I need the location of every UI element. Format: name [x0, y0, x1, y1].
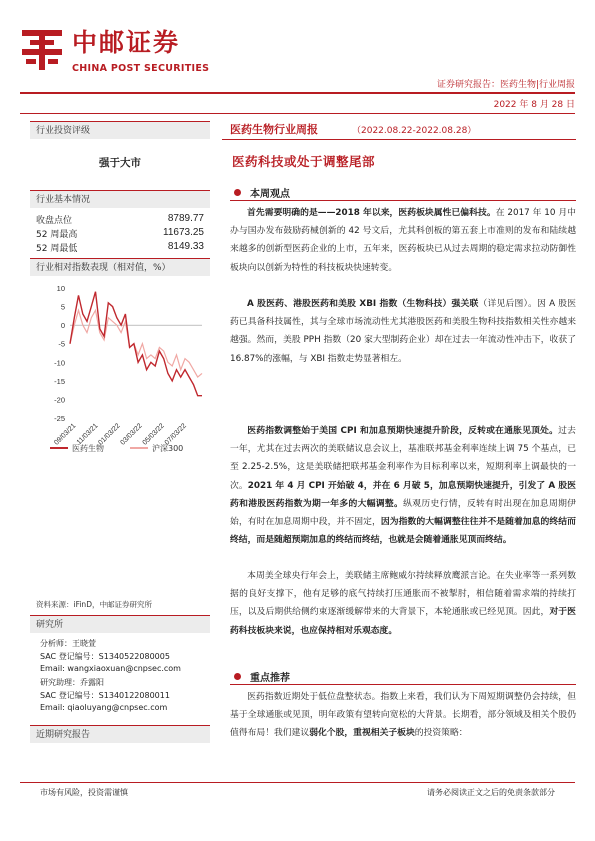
analyst-sac: SAC 登记编号：S1340522080005 [40, 652, 170, 661]
footer-disclaimer-note: 请务必阅读正文之后的免责条款部分 [427, 788, 555, 797]
x-tick-label: 05/03/22 [141, 422, 166, 447]
info-label: 52 周最低 [36, 244, 78, 254]
x-tick-label: 11/03/21 [75, 422, 100, 447]
x-tick-label: 07/03/22 [163, 422, 188, 447]
body-paragraph: A 股医药、港股医药和美股 XBI 指数（生物科技）强关联（详见后图）。因 A 股医药已具备科技属性，其与全球市场流动性尤其港股医药和美股生物科技指数相关性亦越来越强。然而，美股 PPH 指数（20 家大型制药企业）却在过去一年流动性冲击下，收获了 16.87%的涨幅，与 XBI 指数走势显著相左。 [230, 299, 576, 364]
bullet-icon [234, 673, 241, 680]
china-post-logo-icon [20, 28, 64, 72]
chart-source: 资料来源：iFinD，中邮证券研究所 [36, 600, 152, 609]
series-line [70, 310, 202, 377]
recent-reports-heading: 近期研究报告 [30, 725, 210, 743]
industry-rating: 强于大市 [99, 157, 141, 169]
section-divider [230, 684, 576, 685]
assistant-sac: SAC 登记编号：S1340122080011 [40, 691, 170, 700]
breadcrumb: 证券研究报告：医药生物|行业周报 [436, 80, 575, 90]
rating-heading: 行业投资评级 [30, 121, 210, 139]
x-tick-label: 01/03/22 [97, 422, 122, 447]
assistant-email[interactable]: Email: qiaoluyang@cnpsec.com [40, 703, 168, 712]
y-tick-label: -20 [54, 395, 65, 405]
y-tick-label: -25 [54, 414, 65, 423]
info-label: 52 周最高 [36, 230, 78, 240]
body-paragraph: 医药指数调整始于美国 CPI 和加息预期快速提升阶段，反转或在通胀见顶处。过去一年，尤其在过去两次的美联储议息会议上，基准联邦基金利率连续上调 75 个基点，已至 2.25-2.5%，这是美联储把联邦基金利率作为目标利率以来，短期利率上调最快的一次。2021 年 4 月 CPI 开始破 4，并在 6 月破 5，加息预期快速提升，引发了 A 股医药和港股医药指数为期一年多的大幅调整。纵观历史行情，反转有时出现在加息周期伊始，有时在加息周期中段，并不固定，因为指数的大幅调整往往并不是随着加息的终结而终结，而是随超预期加息的终结而终结，也就是会随着通胀见顶而终结。 [230, 426, 576, 546]
logo-en-text: CHINA POST SECURITIES [72, 63, 210, 74]
info-row [36, 213, 204, 225]
info-row [36, 227, 204, 239]
y-tick-label: 5 [60, 302, 65, 312]
section-heading: 重点推荐 [250, 673, 290, 684]
relative-index-chart [30, 280, 210, 580]
header-divider-2 [20, 113, 575, 114]
series-line [70, 292, 202, 396]
body-paragraph: 首先需要明确的是——2018 年以来，医药板块属性已偏科技。在 2017 年 10 月中办与国办发布鼓励药械创新的 42 号文后，尤其科创板的第五套上市准则的发布和陆续越来越多的创新型医药企业的上市，五年来，医药板块已从过去周期的稳定需求拉动防御性板块向以创新为特性的科技板块快速转变。 [230, 208, 576, 273]
y-tick-label: -10 [54, 358, 65, 368]
logo-cn-text: 中邮证券 [72, 28, 181, 57]
section-heading: 本周观点 [250, 189, 290, 200]
info-row [36, 241, 204, 253]
y-tick-label: -5 [58, 339, 65, 349]
bullet-icon [234, 189, 241, 196]
y-tick-label: 10 [56, 284, 65, 293]
body-paragraph: 医药指数近期处于低位盘整状态。指数上来看，我们认为下周短期调整仍会持续，但基于全球通胀或见顶，明年政策有望转向宽松的大背景。长期看，部分领域及相关个股仍值得布局！我们建议弱化个股，重视相关子板块的投资策略： [230, 692, 576, 739]
x-tick-label: 03/03/22 [119, 422, 144, 447]
y-tick-label: -15 [54, 376, 65, 386]
legend-label: 沪深300 [152, 444, 184, 453]
info-value: 11673.25 [163, 227, 204, 238]
body-paragraph: 本周美全球央行年会上，美联储主席鲍威尔持续释放鹰派言论。在失业率等一系列数据的良好支撑下，他有足够的底气持续打压通胀而不被掣肘，相信随着需求端的持续打压，以及后期供给侧约束逐渐缓解带来的大背景下，本轮通胀或已经见顶。因此，对于医药科技板块来说，也应保持相对乐观态度。 [230, 571, 576, 636]
report-title: 医药生物行业周报 [230, 123, 318, 136]
chart-heading: 行业相对指数表现（相对值，%） [30, 258, 210, 276]
info-value: 8789.77 [167, 213, 204, 224]
analyst-name: 分析师：王晓萱 [40, 639, 96, 648]
footer-divider [20, 782, 575, 783]
info-value: 8149.33 [167, 241, 204, 252]
report-period: （2022.08.22-2022.08.28） [352, 126, 477, 136]
report-subtitle: 医药科技或处于调整尾部 [232, 154, 376, 169]
footer-risk-note: 市场有风险，投资需谨慎 [40, 788, 128, 797]
analyst-email[interactable]: Email: wangxiaoxuan@cnpsec.com [40, 664, 181, 673]
section-divider [230, 200, 576, 201]
x-tick-label: 09/03/21 [53, 422, 78, 447]
info-label: 收盘点位 [36, 216, 73, 226]
header-divider [20, 92, 575, 94]
assistant-name: 研究助理：乔露阳 [40, 678, 104, 687]
report-date: 2022 年 8 月 28 日 [493, 100, 575, 110]
info-heading: 行业基本情况 [30, 190, 210, 208]
y-tick-label: 0 [60, 321, 65, 331]
research-heading: 研究所 [30, 615, 210, 633]
legend-label: 医药生物 [72, 444, 104, 453]
